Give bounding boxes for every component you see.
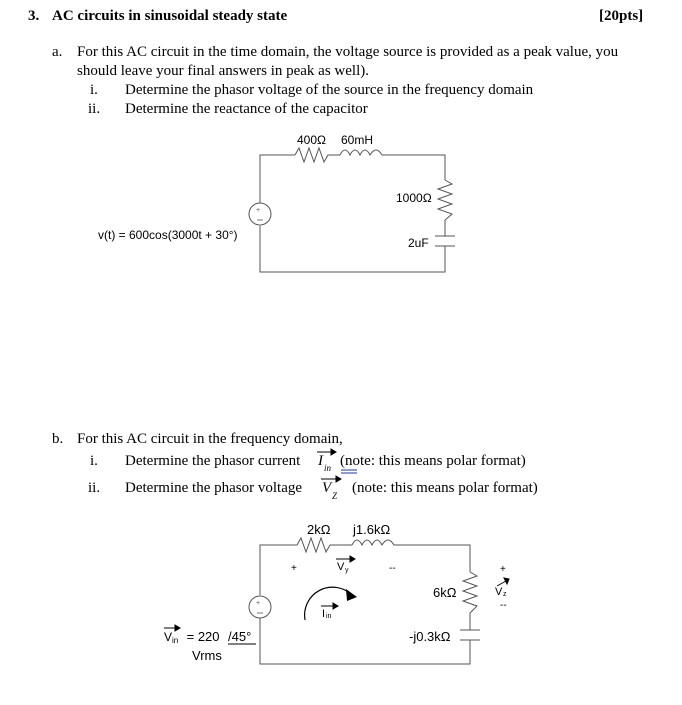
circuit-b-vin-unit: Vrms: [192, 648, 222, 663]
circuit-a-resistor2-label: 1000Ω: [396, 191, 432, 205]
part-b-item-2-symbol: V: [322, 480, 332, 496]
part-a-intro-line2: should leave your final answers in peak as well).: [77, 63, 369, 79]
circuit-b-vz-subscript: z: [503, 591, 507, 598]
part-b-item-2-note: (note: this means polar format): [352, 480, 538, 496]
part-b-label: b.: [52, 431, 64, 447]
part-a-item-2-num: ii.: [88, 101, 101, 117]
circuit-b-vz-plus: +: [500, 564, 506, 575]
part-b-item-1-symbol: I: [318, 453, 323, 469]
circuit-a-source-label: v(t) = 600cos(3000t + 30°): [98, 228, 238, 242]
circuit-b-vy-symbol: V: [337, 561, 345, 573]
part-b-item-2-text: Determine the phasor voltage: [125, 480, 303, 496]
part-b-intro: For this AC circuit in the frequency domain,: [77, 431, 343, 447]
part-b-item-1-text: Determine the phasor current: [125, 453, 301, 469]
circuit-b-vin-symbol: V: [164, 630, 173, 644]
part-b-item-2-subscript: Z: [332, 491, 338, 501]
circuit-b-vz-minus: --: [500, 600, 507, 611]
circuit-b-vz-symbol: V: [495, 586, 503, 598]
circuit-b-vy-subscript: y: [345, 567, 349, 574]
circuit-b-wire-top-right: [400, 545, 470, 572]
circuit-a-resistor1-label: 400Ω: [297, 133, 326, 147]
circuit-b-vin-subscript: in: [172, 636, 179, 645]
circuit-b-capacitor-label: -j0.3kΩ: [409, 629, 451, 644]
circuit-b-loop-current-arrowhead: [346, 589, 357, 601]
problem-title: AC circuits in sinusoidal steady state: [52, 8, 288, 24]
part-b-item-1-note: (note: this means polar format): [340, 453, 526, 469]
part-a-item-2-text: Determine the reactance of the capacitor: [125, 101, 368, 117]
circuit-b-resistor1-symbol: [297, 538, 342, 552]
part-a-label: a.: [52, 44, 63, 60]
circuit-b-iin-subscript: in: [326, 613, 332, 620]
circuit-b-inductor-symbol: [352, 540, 400, 545]
circuit-a-capacitor-label: 2uF: [408, 236, 429, 250]
circuit-b-resistor1-label: 2kΩ: [307, 522, 331, 537]
circuit-b-vin-value: = 220: [183, 629, 224, 644]
part-b-item-2-num: ii.: [88, 480, 101, 496]
circuit-a-source-plus: +: [256, 207, 261, 214]
part-a-intro-line1: For this AC circuit in the time domain, the voltage source is provided as a peak value, you: [77, 44, 619, 60]
part-a-item-1-text: Determine the phasor voltage of the source in the frequency domain: [125, 82, 534, 98]
part-b-item-1-num: i.: [90, 453, 98, 469]
circuit-b-iin-symbol: I: [322, 608, 326, 620]
circuit-b-resistor2-symbol: [463, 572, 477, 613]
circuit-b-vy-minus: --: [389, 563, 396, 574]
part-a-item-1-num: i.: [90, 82, 98, 98]
problem-points: [20pts]: [599, 8, 644, 24]
circuit-b-resistor2-label: 6kΩ: [433, 585, 457, 600]
circuit-b-vin-angle: /45°: [228, 629, 252, 644]
problem-number: 3.: [28, 8, 40, 24]
circuit-a-inductor-label: 60mH: [341, 133, 374, 147]
circuit-b-inductor-label: j1.6kΩ: [353, 522, 391, 537]
part-b-item-1-subscript: in: [324, 463, 332, 473]
circuit-b-source-plus: +: [256, 600, 261, 607]
circuit-b-vy-plus: +: [291, 563, 297, 574]
